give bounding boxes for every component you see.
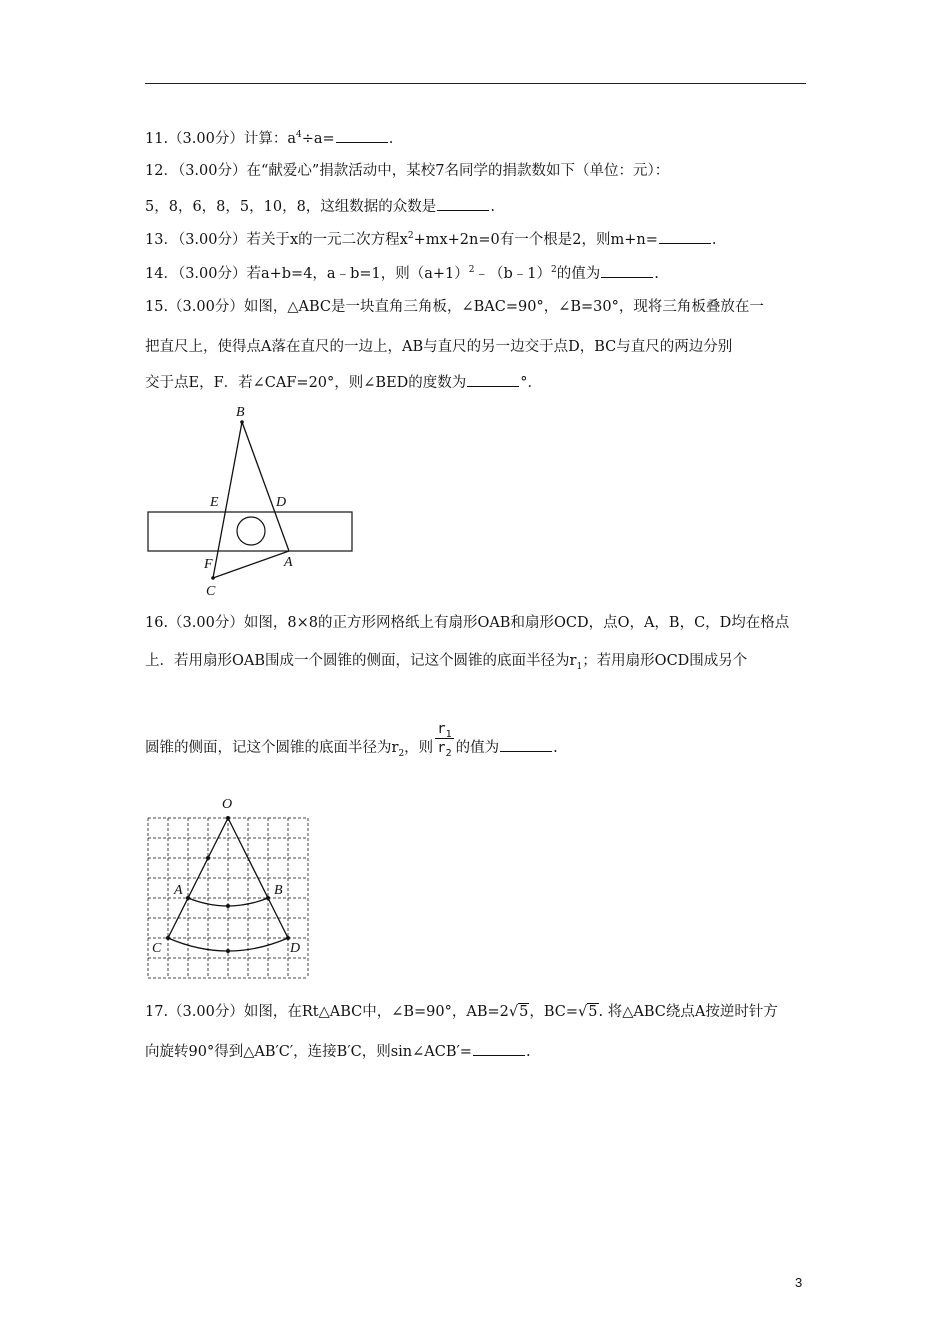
point-a <box>186 896 190 900</box>
q17-answer-blank[interactable] <box>473 1041 525 1056</box>
label-c: C <box>152 941 162 956</box>
point-arc-mid-2 <box>226 949 230 953</box>
q16-text-d: ，则 <box>404 740 434 756</box>
question-14 <box>145 263 659 284</box>
q16-text: 上．若用扇形OAB围成一个圆锥的侧面，记这个圆锥的底面半径为r <box>145 653 577 669</box>
q11-score: （3.00分） <box>168 131 244 147</box>
point-d <box>286 936 290 940</box>
q12-text: 5，8，6，8，5，10，8，这组数据的众数是 <box>145 199 437 215</box>
question-15-line3 <box>145 372 542 393</box>
q14-end: . <box>654 266 659 282</box>
q17-text-b: ，BC= <box>529 1004 579 1020</box>
label-a: A <box>174 883 183 898</box>
q13-answer-blank[interactable] <box>659 229 711 244</box>
question-12-line1: 12．（3.00分）在“献爱心”捐款活动中，某校7名同学的捐款数如下（单位：元）： <box>145 163 670 179</box>
q16-answer-blank[interactable] <box>500 737 552 752</box>
label-o: O <box>222 797 233 812</box>
q11-number: 11. <box>145 131 169 147</box>
q12-end: . <box>490 199 495 215</box>
q12-answer-blank[interactable] <box>437 196 489 211</box>
sqrt-5-a: √5 <box>508 1004 529 1020</box>
q16-text-b: ；若用扇形OCD围成另个 <box>582 653 748 669</box>
q13-exponent: 2 <box>407 231 414 242</box>
q16-figure <box>140 792 320 982</box>
point-c <box>211 576 215 580</box>
q16-sub-1: 1 <box>576 661 583 672</box>
label-b: B <box>274 883 283 898</box>
point-arc-mid <box>226 904 230 908</box>
radicand-b: 5 <box>588 1004 598 1020</box>
q17-text-d: 向旋转90°得到△AB′C′，连接B′C，则sin∠ACB′= <box>145 1044 472 1060</box>
question-16-line3 <box>145 720 558 759</box>
q17-end: . <box>525 1044 531 1060</box>
label-b: B <box>236 405 245 420</box>
q13-text: 13．（3.00分）若关于x的一元二次方程x <box>145 232 408 248</box>
question-13 <box>145 229 716 250</box>
frac-num: r <box>437 720 446 737</box>
frac-num-sub: 1 <box>445 728 452 740</box>
q16-text-c: 圆锥的侧面，记这个圆锥的底面半径为r <box>145 740 399 756</box>
label-a: A <box>284 555 293 570</box>
q11-exponent: 4 <box>296 130 302 141</box>
question-16-line1: 16.（3.00分）如图，8×8的正方形网格纸上有扇形OAB和扇形OCD，点O，A，B，C，D均在格点 <box>145 615 790 631</box>
q13-end: . <box>711 232 717 248</box>
q13-text-b: +mx+2n=0有一个根是2，则m+n= <box>413 232 658 248</box>
q16-text-e: 的值为 <box>455 740 500 756</box>
q17-text: 17.（3.00分）如图，在Rt△ABC中，∠B=90°，AB=2 <box>145 1004 509 1020</box>
q14-exponent-2: 2 <box>551 265 557 276</box>
question-15-line2: 把直尺上，使得点A落在直尺的一边上，AB与直尺的另一边交于点D，BC与直尺的两边分别 <box>145 339 733 355</box>
question-17-line2 <box>145 1041 531 1062</box>
label-e: E <box>210 495 219 510</box>
frac-den: r <box>437 739 446 756</box>
label-f: F <box>204 557 213 572</box>
q15-text: 交于点E，F．若∠CAF=20°，则∠BED的度数为 <box>145 375 467 391</box>
page-number: 3 <box>795 1275 803 1290</box>
point-c <box>166 936 170 940</box>
question-15-line1: 15.（3.00分）如图，△ABC是一块直角三角板，∠BAC=90°，∠B=30°，现将三角板叠放在一 <box>145 299 764 315</box>
question-17-line1 <box>145 1002 778 1022</box>
q11-text-b: ÷a= <box>301 131 335 147</box>
grid <box>148 818 308 978</box>
radicand-a: 5 <box>519 1004 529 1020</box>
q14-answer-blank[interactable] <box>601 263 653 278</box>
label-d: D <box>290 941 301 956</box>
q11-end: . <box>388 131 394 147</box>
q14-text-c: 的值为 <box>556 266 601 282</box>
q14-text-b: ﹣（b﹣1） <box>474 266 552 282</box>
header-rule <box>145 83 806 84</box>
q16-end: . <box>553 740 558 756</box>
q16-sub-2: 2 <box>398 748 405 759</box>
q14-exponent-1: 2 <box>468 265 475 276</box>
sqrt-5-b: √5 <box>578 1004 598 1020</box>
frac-den-sub: 2 <box>445 747 452 759</box>
q17-text-c: . 将△ABC绕点A按逆时针方 <box>598 1004 778 1020</box>
q15-figure <box>140 400 360 600</box>
q11-text: 计算：a <box>243 131 297 147</box>
question-11 <box>145 128 393 149</box>
q14-text: 14．（3.00分）若a+b=4，a﹣b=1，则（a+1） <box>145 266 469 282</box>
question-16-line2 <box>145 651 747 671</box>
q15-end: °． <box>520 375 543 391</box>
point-o <box>226 816 230 820</box>
point-grid-1 <box>206 856 210 860</box>
point-b <box>240 420 244 424</box>
q11-answer-blank[interactable] <box>336 128 388 143</box>
label-d: D <box>276 495 287 510</box>
ruler-hole <box>237 517 265 545</box>
label-c: C <box>206 584 216 599</box>
r1-over-r2-fraction <box>435 720 453 757</box>
point-b <box>266 896 270 900</box>
q15-answer-blank[interactable] <box>467 372 519 387</box>
question-12-line2 <box>145 196 495 217</box>
